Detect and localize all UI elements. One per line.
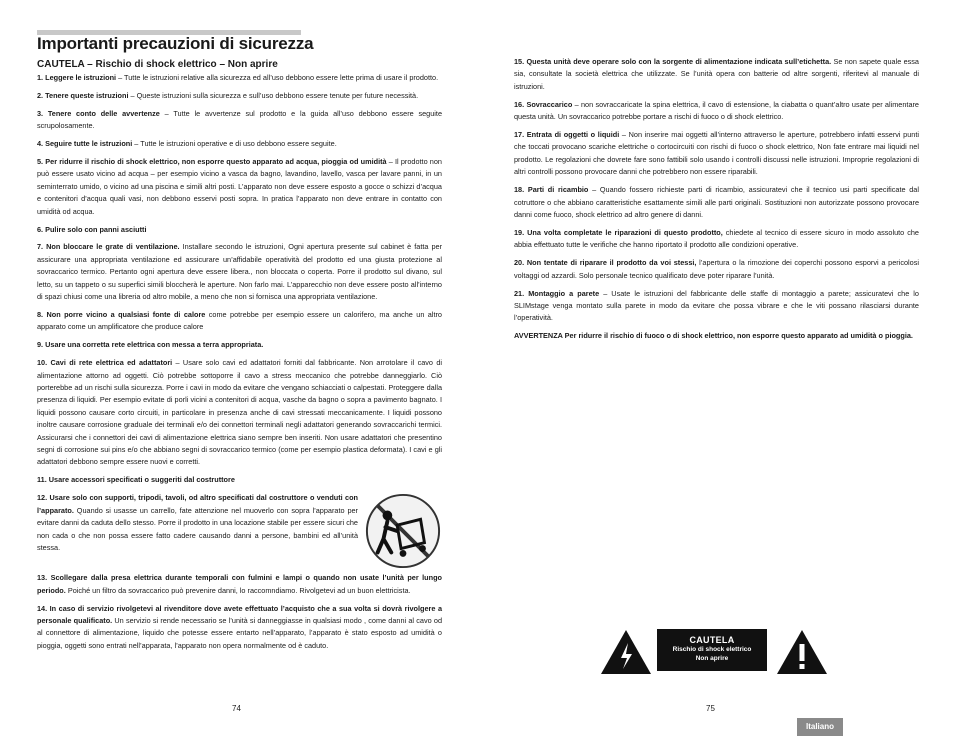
- caution-line-2: Non aprire: [695, 655, 729, 662]
- instruction-item-18: 18. Parti di ricambio – Quando fossero richieste parti di ricambio, assicuratevi che il tecnico usi parti specificate dal cotruttore o che abbiano caratteristiche esattamente simili alle parti originali. Sostituzioni non autorizzate possono provocare danni come fuoco, shock elettrico ad altro genere di danni.: [514, 185, 919, 219]
- instruction-item-19: 19. Una volta completate le riparazioni di questo prodotto, chiedete al tecnico di essere sicuro in modo assoluto che abbia effettuato tutte le verifiche che hanno riportato il prodotto alle condizioni operative.: [514, 227, 919, 250]
- page-title: Importanti precauzioni di sicurezza: [37, 34, 314, 53]
- instruction-item-17: 17. Entrata di oggetti o liquidi – Non inserire mai oggetti all’interno attraverso le aperture, potrebbero infatti esservi punti che toccati provocano scariche elettriche o cortocircuiti con rischi di fuoco o shock elettrico, Non fate entrare mai liquidi nel prodotto. Le regolazioni che dovrete fare sono fattibili solo usando i controlli discussi nelle istruzioni. Improprie regolazioni di altri controlli possono provocare danni che potrebbero non essere riparabili.: [514, 130, 919, 177]
- page-number-right: 75: [706, 704, 715, 713]
- language-tab: Italiano: [797, 718, 843, 736]
- instruction-item-2: 2. Tenere queste istruzioni – Queste istruzioni sulla sicurezza e sull’uso debbono essere tenute per future necessità.: [37, 90, 419, 100]
- right-page: [477, 0, 954, 738]
- instruction-item-8: 8. Non porre vicino a qualsiasi fonte di calore come potrebbe per esempio essere un calorifero, ma anche un altro apparato come un amplificatore che produce calore: [37, 310, 442, 332]
- instruction-item-1: 1. Leggere le istruzioni – Tutte le istruzioni relative alla sicurezza ed all’uso debbono essere lette prima di usare il prodotto.: [37, 73, 439, 82]
- instruction-item-4: 4. Seguire tutte le istruzioni – Tutte le istruzioni operative e di uso debbono essere seguite.: [37, 139, 337, 149]
- instruction-item-13: 13. Scollegare dalla presa elettrica durante temporali con fulmini e lampi o quando non usate l’unità per lungo periodo. Poiché un filtro da sovraccarico può prevenire danni, lo raccomndiamo. Rivolgetevi ad un buon elettricista.: [37, 573, 442, 595]
- instruction-item-21: 21. Montaggio a parete – Usate le istruzioni del fabbricante delle staffe di montaggio a parete; assicuratevi che lo SLIMstage venga montato sulla parete in modo da evitare che possa vibrare e che le viti possano rilasciarsi durante l’operatività.: [514, 288, 919, 323]
- instruction-item-12: 12. Usare solo con supporti, tripodi, tavoli, od altro specificati dal costruttore o venduti con l’apparato. Quando si usasse un carrello, fate attenzione nel muoverlo con sopra l’apparato per evitare danni da caduta dello stesso. Porre il prodotto in una locazione stabile per essere sicuri che non cada o che non possa essere fatto cadere causando danni a persone, bambini ed all’unità stessa.: [37, 493, 358, 552]
- instruction-item-10: 10. Cavi di rete elettrica ed adattatori – Usare solo cavi ed adattatori forniti dal fabbricante. Non arrotolare il cavo di alimentazione attorno ad oggetti. Ciò potrebbe sottoporre il cavo a stress meccanico che potrebbe danneggiarlo. Ciò porterebbe ad un rischi sulla sicurezza. Porre i cavi in modo da evitare che vengano schiacciati o calpestati. Proteggere dalla presenza di liquidi. Per esempio evitate di porli vicini a contenitori di acqua, vasche da bagno o sopra a pavimento bagnato. I liquidi possono causare corto circuiti, in particolare in presenza anche di cavi stressati meccanicamente. I liquidi possono inoltre causare corrosione graduale dei terminali e/o dei connettori terminali negli adattatori generando sovraccarichi termici. Assicurarsi che i connettori dei cavi di alimentazione elettrica siano sempre ben inseriti. Non usare adattatori che presentino segni di corrosione sui pins e/o che abbiano segni di sovraccarico termico (come per esempio plastica deformata). I cavi e gli adattatori debbono sempre essere nuovi e corretti.: [37, 358, 443, 467]
- page-number-left: 74: [232, 704, 241, 713]
- exclamation-triangle-icon: [776, 629, 828, 675]
- warning-paragraph: AVVERTENZA Per ridurre il rischio di fuoco o di shock elettrico, non esporre questo apparato ad umidità o pioggia.: [514, 331, 913, 341]
- instruction-item-12-wrap: [37, 492, 442, 572]
- caution-subtitle: CAUTELA – Rischio di shock elettrico – Non aprire: [37, 59, 278, 70]
- cart-tip-over-warning-icon: [364, 492, 442, 570]
- instruction-item-7: 7. Non bloccare le grate di ventilazione. Installare secondo le istruzioni, Ogni apertura presente sul cabinet è fatta per assicurare una appropriata ventilazione ed assicurare un’affidabile operatività del prodotto ed una giusta protezione al sovraccarico termico. Pertanto ogni apertura deve essere libera., non bloccata o coperta. Porre il prodotto sul divano, sul letto, su un tappeto o su superfici simili bloccherà le aperture. Non farlo mai. L’apparecchio non deve essere posto all’interno di spazi chiusi come una libreria od altro mobile, a meno che non si fornisca una appropriata ventilazione.: [37, 242, 442, 302]
- instruction-item-14: 14. In caso di servizio rivolgetevi al rivenditore dove avete effettuato l’acquisto che a sua volta si dovrà rivolgere a personale qualificato. Un servizio si rende necessario se l’unità si danneggiasse in qualsiasi modo , come danni al cavo od al connettore di alimentazione, liquido che potesse essere entarto nell’apparato, l’apparato è stato esposto ad umidità o pioggia, oggetti sono entrati nell’apparata, l’apparato non opera normalmente od è caduto.: [37, 603, 443, 650]
- caution-title: CAUTELA: [689, 635, 735, 645]
- instruction-item-11: 11. Usare accessori specificati o suggeriti dal costruttore: [37, 475, 235, 485]
- instruction-item-15: 15. Questa unità deve operare solo con la sorgente di alimentazione indicata sull’etichetta. Se non sapete quale essa sia, consultate la società elettrica che utilizzate. Se l’unità opera con batterie od altre sorgenti, riferitevi al manuale di istruzioni.: [514, 57, 919, 91]
- electric-shock-triangle-icon: [600, 629, 652, 675]
- left-column: [37, 72, 442, 658]
- right-column: [514, 56, 919, 348]
- caution-label-row: [600, 627, 830, 675]
- instruction-item-20: 20. Non tentate di riparare il prodotto da voi stessi, l’apertura o la rimozione dei coperchi possono esporvi a pericolosi voltaggi od azzardi. Solo personale tecnico qualificato deve poter riparare l’unità.: [514, 258, 919, 280]
- instruction-item-5: 5. Per ridurre il rischio di shock elettrico, non esporre questo apparato ad acqua, pioggia od umidità – Il prodotto non può essere usato vicino ad acqua – per esempio vicino a vasca da bagno, lavandino, lavello, vasca per lavare panni, in un seminterrato umido, o vicino ad una piscina e simili altri posti. L’apparato non deve essere esposto a gocce o schizzi d’acqua e contenitori d’acqua quali vasi, non debbono esservi posti sopra. In pratica l’apparato non deve entrare in contatto con umidità od acqua.: [37, 157, 442, 216]
- instruction-item-16: 16. Sovraccarico – non sovraccaricate la spina elettrica, il cavo di estensione, la ciabatta o quant’altro usate per alimentare questa unità. Un sovraccarico potrebbe portare a rischi di fuoco o di shock elettrico.: [514, 99, 919, 122]
- instruction-item-9: 9. Usare una corretta rete elettrica con messa a terra appropriata.: [37, 340, 264, 350]
- caution-box: [657, 629, 767, 671]
- caution-line-1: Rischio di shock elettrico: [672, 646, 752, 653]
- instruction-item-6: 6. Pulire solo con panni asciutti: [37, 224, 147, 234]
- instruction-item-3: 3. Tenere conto delle avvertenze – Tutte le avvertenze sul prodotto e la guida all’uso debbono essere seguite scrupolosamente.: [37, 108, 443, 131]
